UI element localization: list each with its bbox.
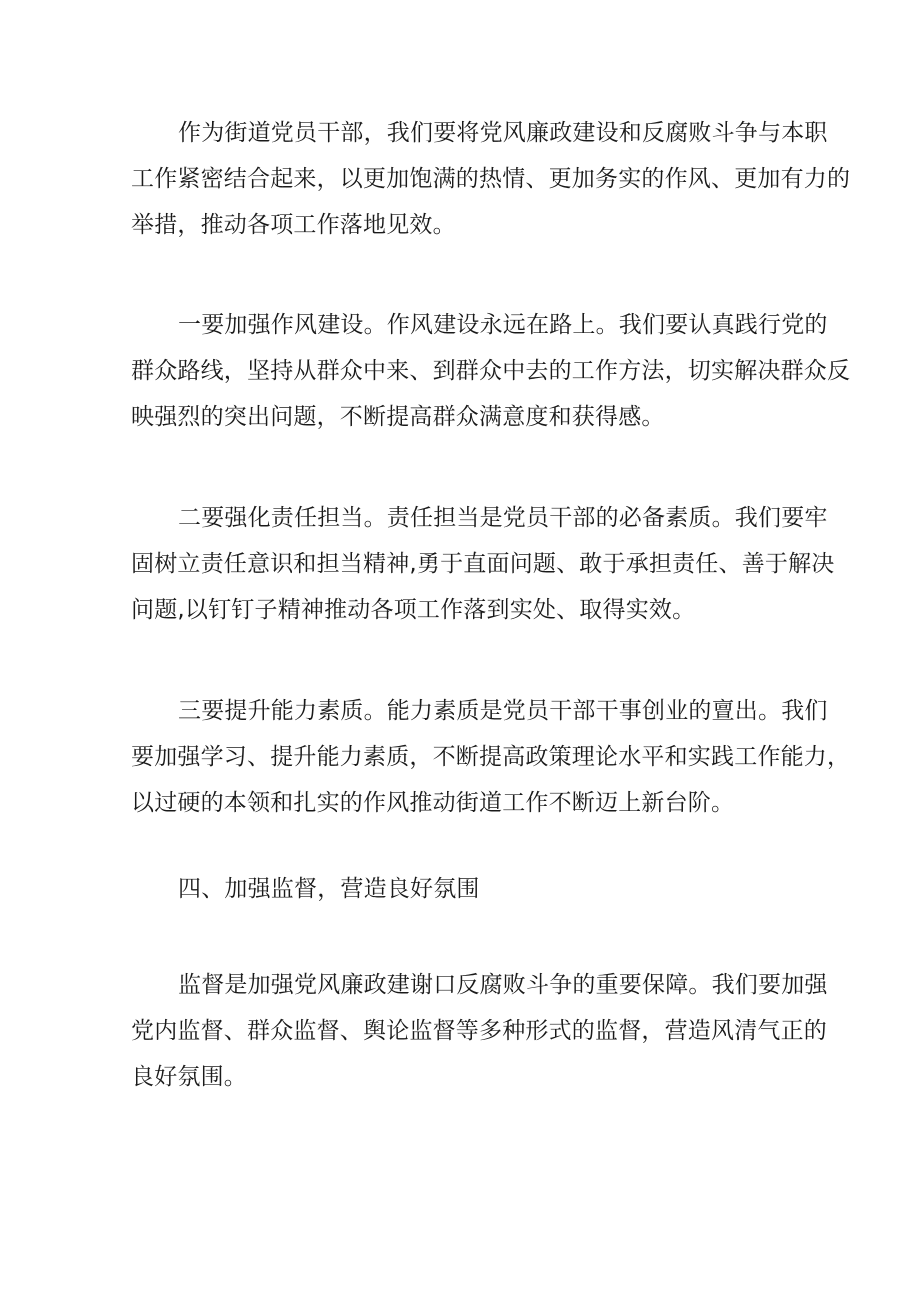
paragraph-line: 问题,以钉钉子精神推动各项工作落到实处、取得实效。 xyxy=(131,597,696,623)
section-heading-text: 四、加强监督，营造良好氛围 xyxy=(178,876,480,902)
paragraph-2 xyxy=(131,302,851,440)
section-heading xyxy=(131,866,811,912)
paragraph-3 xyxy=(131,495,835,633)
paragraph-line: 映强烈的突出问题，不断提高群众满意度和获得感。 xyxy=(131,404,665,430)
paragraph-line: 三要提升能力素质。能力素质是党员干部干事创业的亶出。我们 xyxy=(178,698,828,724)
paragraph-line: 党内监督、群众监督、舆论监督等多种形式的监督，营造风清气正的 xyxy=(131,1018,827,1044)
paragraph-line: 要加强学习、提升能力素质，不断提高政策理论水平和实践工作能力， xyxy=(131,744,851,770)
paragraph-line: 监督是加强党风廉政建谢口反腐败斗争的重要保障。我们要加强 xyxy=(178,972,828,998)
paragraph-line: 作为街道党员干部，我们要将党风廉政建设和反腐败斗争与本职 xyxy=(178,120,828,146)
paragraph-1 xyxy=(131,110,851,248)
paragraph-line: 良好氛围。 xyxy=(131,1064,247,1090)
paragraph-4 xyxy=(131,688,851,826)
paragraph-line: 二要强化责任担当。责任担当是党员干部的必备素质。我们要牢 xyxy=(178,505,828,531)
paragraph-6 xyxy=(131,962,828,1100)
paragraph-line: 举措，推动各项工作落地见效。 xyxy=(131,212,456,238)
paragraph-line: 工作紧密结合起来，以更加饱满的热情、更加务实的作风、更加有力的 xyxy=(131,166,851,192)
paragraph-line: 群众路线，坚持从群众中来、到群众中去的工作方法，切实解决群众反 xyxy=(131,358,851,384)
paragraph-line: 一要加强作风建设。作风建设永远在路上。我们要认真践行党的 xyxy=(178,312,828,338)
paragraph-line: 固树立责任意识和担当精神,勇于直面问题、敢于承担责任、善于解决 xyxy=(131,551,835,577)
paragraph-line: 以过硬的本领和扎实的作风推动街道工作不断迈上新台阶。 xyxy=(131,790,735,816)
